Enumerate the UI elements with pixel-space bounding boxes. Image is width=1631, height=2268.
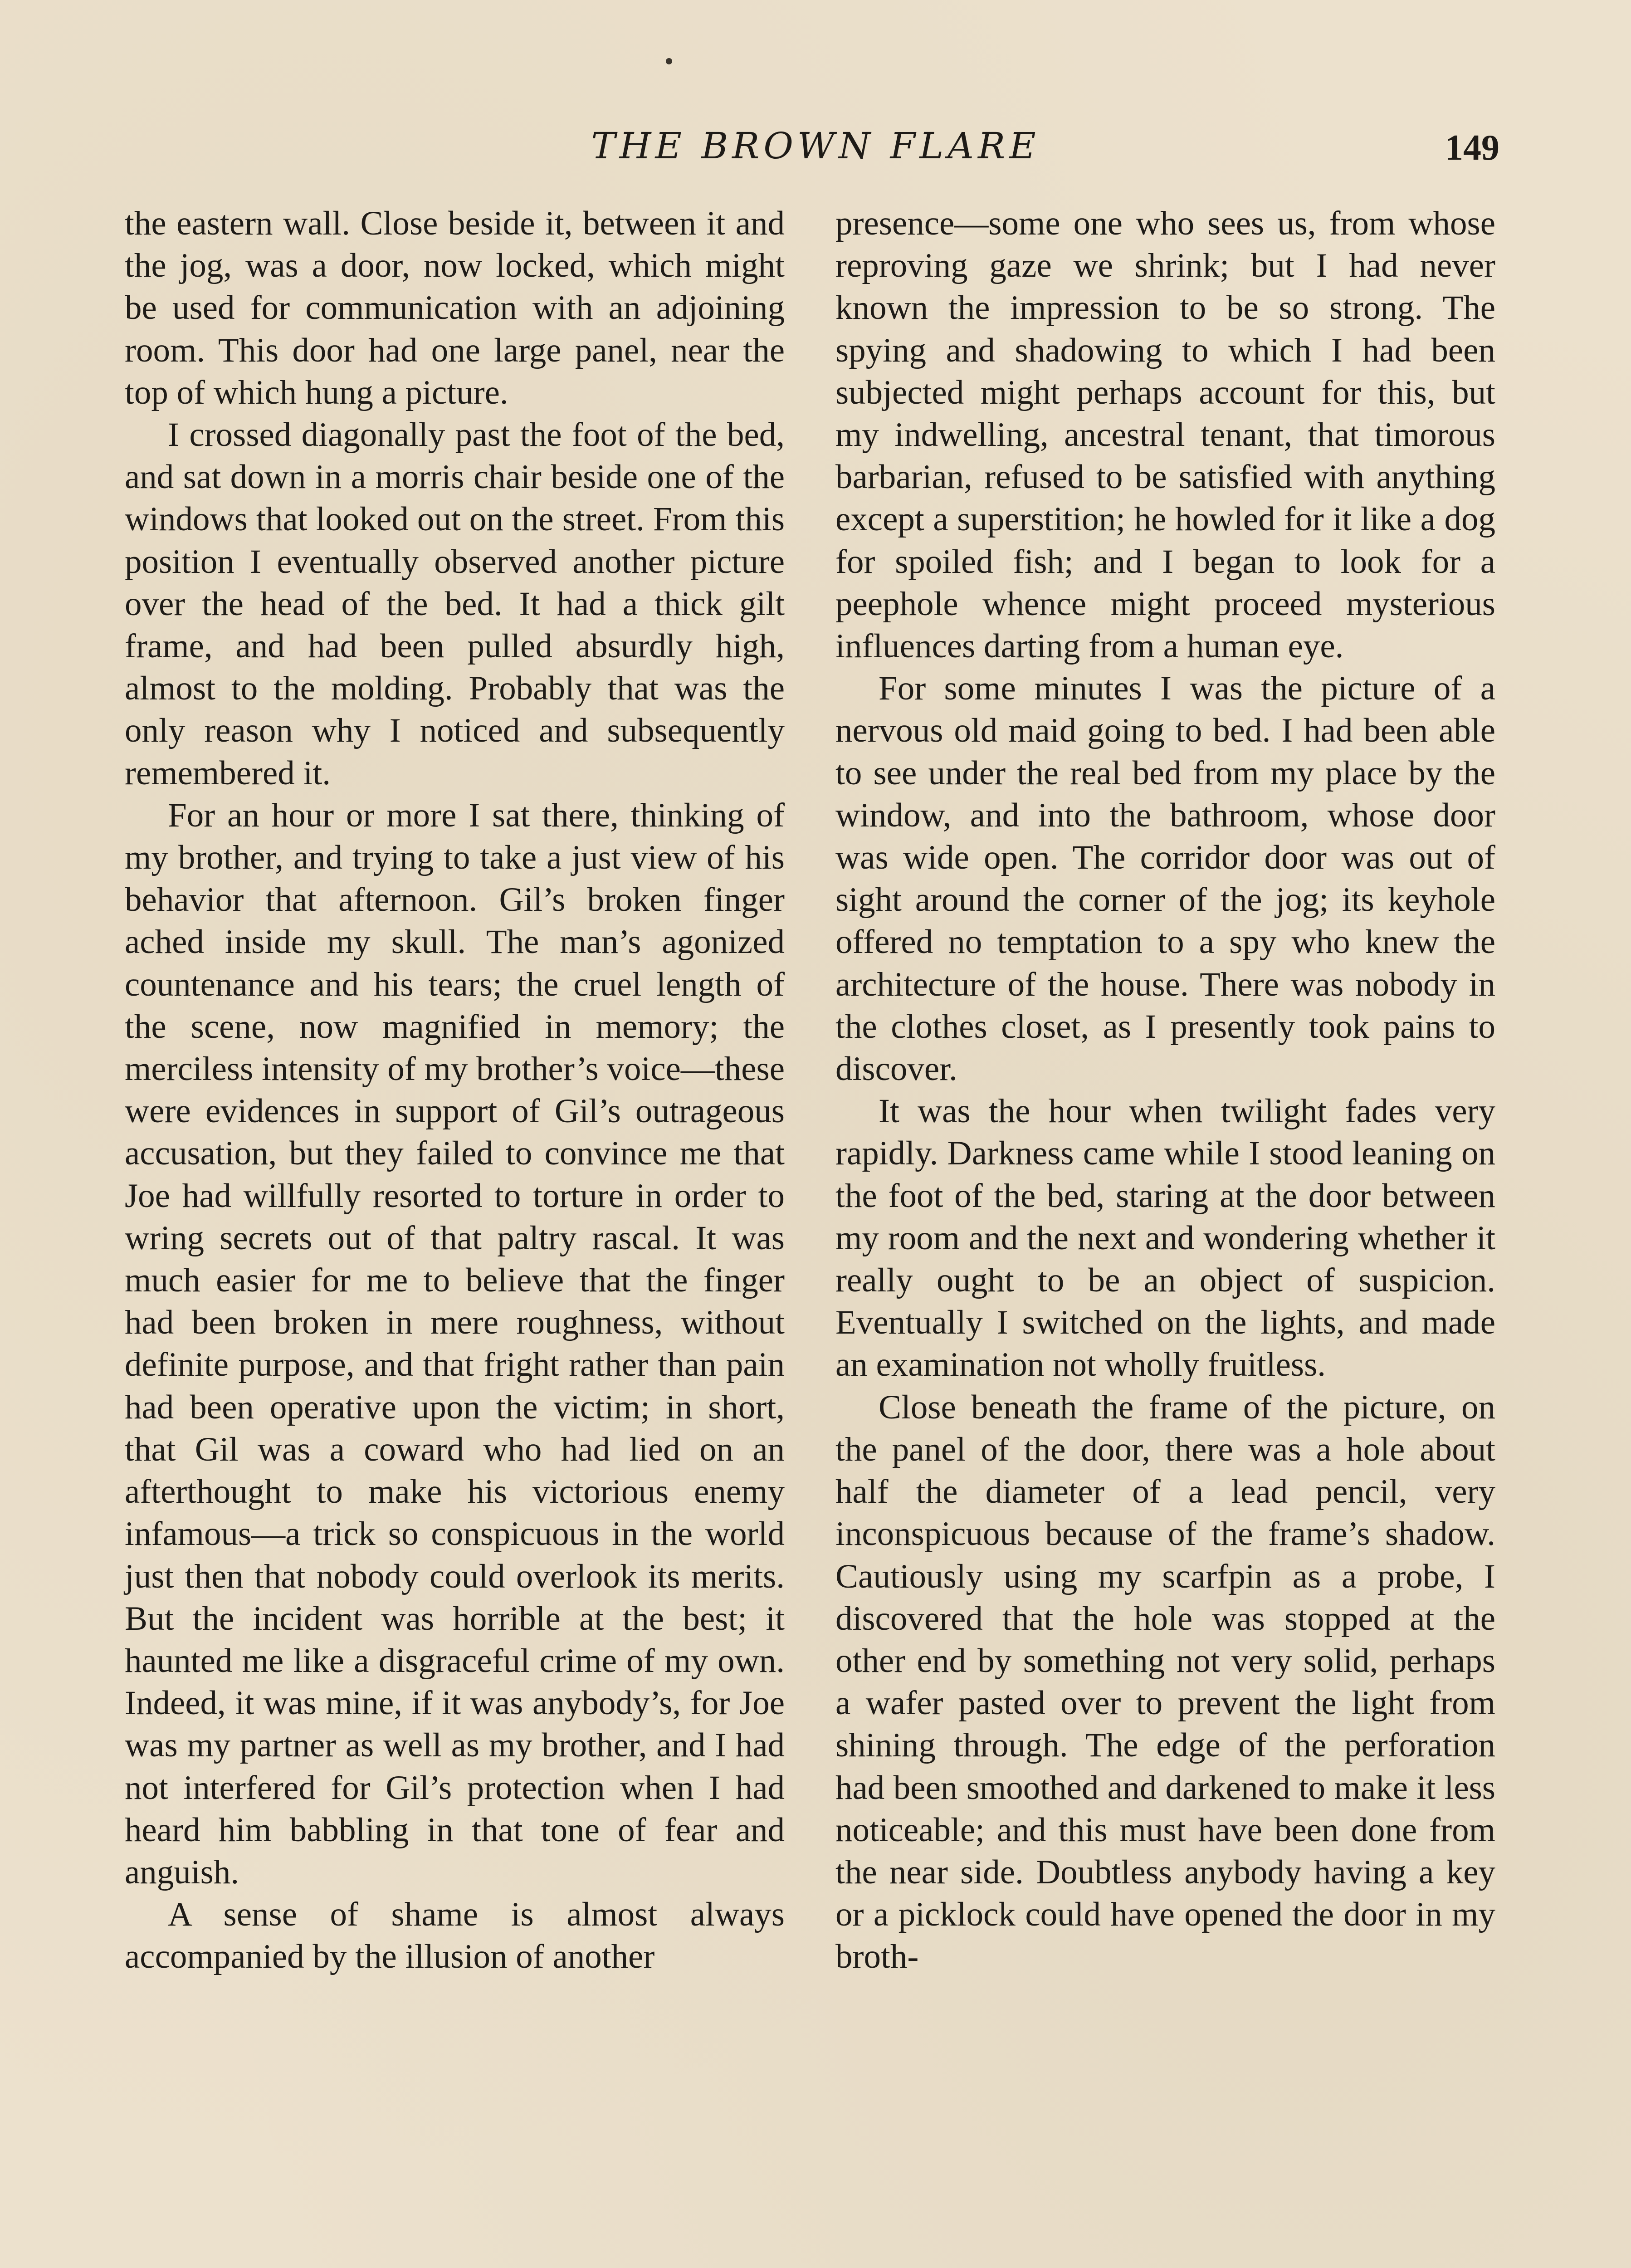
page-number: 149 [1445,128,1499,168]
running-title: THE BROWN FLARE [591,125,1040,167]
left-paragraph-3: For an hour or more I sat there, thinking of my brother, and trying to take a just view of his behavior that afternoon. Gil’s broken finger ached inside my skull. The man’s agonized countenance and his tears; the cruel length of the scene, now magnified in memory; the merciless intensity of my brother’s voice—these were evidences in support of Gil’s outrageous accusation, but they failed to convince me that Joe had willfully resorted to torture in order to wring secrets out of that paltry rascal. It was much easier for me to believe that the finger had been broken in mere roughness, without definite purpose, and that fright rather than pain had been operative upon the victim; in short, that Gil was a coward who had lied on an afterthought to make his victorious enemy infamous—a trick so conspicuous in the world just then that nobody could overlook its merits. But the incident was horrible at the best; it haunted me like a disgraceful crime of my own. Indeed, it was mine, if it was anybody’s, for Joe was my partner as well as my brother, and I had not interfered for Gil’s protection when I had heard him babbling in that tone of fear and anguish. [125,796,785,1891]
left-paragraph-1: the eastern wall. Close beside it, between it and the jog, was a door, now locked, which might be used for communication with an adjoining room. This door had one large panel, near the top of which hung a picture. [125,205,785,411]
right-paragraph-1: presence—some one who sees us, from whose reproving gaze we shrink; but I had never known the impression to be so strong. The spying and shadowing to which I had been subjected might perhaps account for this, but my indwelling, ancestral tenant, that timorous barbarian, refused to be satisfied with anything except a superstition; he howled for it like a dog for spoiled fish; and I began to look for a peephole whence might proceed mysterious influences darting from a human eye. [835,205,1495,665]
right-paragraph-4: Close beneath the frame of the picture, on the panel of the door, there was a hole about half the diameter of a lead pencil, very inconspicuous because of the frame’s shadow. Cautiously using my scarfpin as a probe, I discovered that the hole was stopped at the other end by something not very solid, perhaps a wafer pasted over to prevent the light from shining through. The edge of the perforation had been smoothed and darkened to make it less noticeable; and this must have been done from the near side. Doubtless anybody having a key or a picklock could have opened the door in my broth- [835,1388,1495,1976]
left-paragraph-2: I crossed diagonally past the foot of the bed, and sat down in a morris chair beside one of the windows that looked out on the street. From this position I eventually observed another picture over the head of the bed. It had a thick gilt frame, and had been pulled absurdly high, almost to the molding. Probably that was the only reason why I noticed and subsequently remembered it. [125,416,785,792]
right-paragraph-3: It was the hour when twilight fades very rapidly. Darkness came while I stood leaning on the foot of the bed, staring at the door between my room and the next and wondering whether it really ought to be an object of suspicion. Eventually I switched on the lights, and made an examination not wholly fruitless. [835,1092,1495,1384]
right-paragraph-2: For some minutes I was the picture of a nervous old maid going to bed. I had been able to see under the real bed from my place by the window, and into the bathroom, whose door was wide open. The corridor door was out of sight around the corner of the jog; its keyhole offered no temptation to a spy who knew the architecture of the house. There was nobody in the clothes closet, as I presently took pains to discover. [835,670,1495,1088]
left-paragraph-4: A sense of shame is almost always accompanied by the illusion of another [125,1896,785,1976]
page-top-mark [666,58,672,64]
right-text-column [835,202,1495,1978]
left-text-column [125,202,785,1978]
running-header [0,119,1631,173]
